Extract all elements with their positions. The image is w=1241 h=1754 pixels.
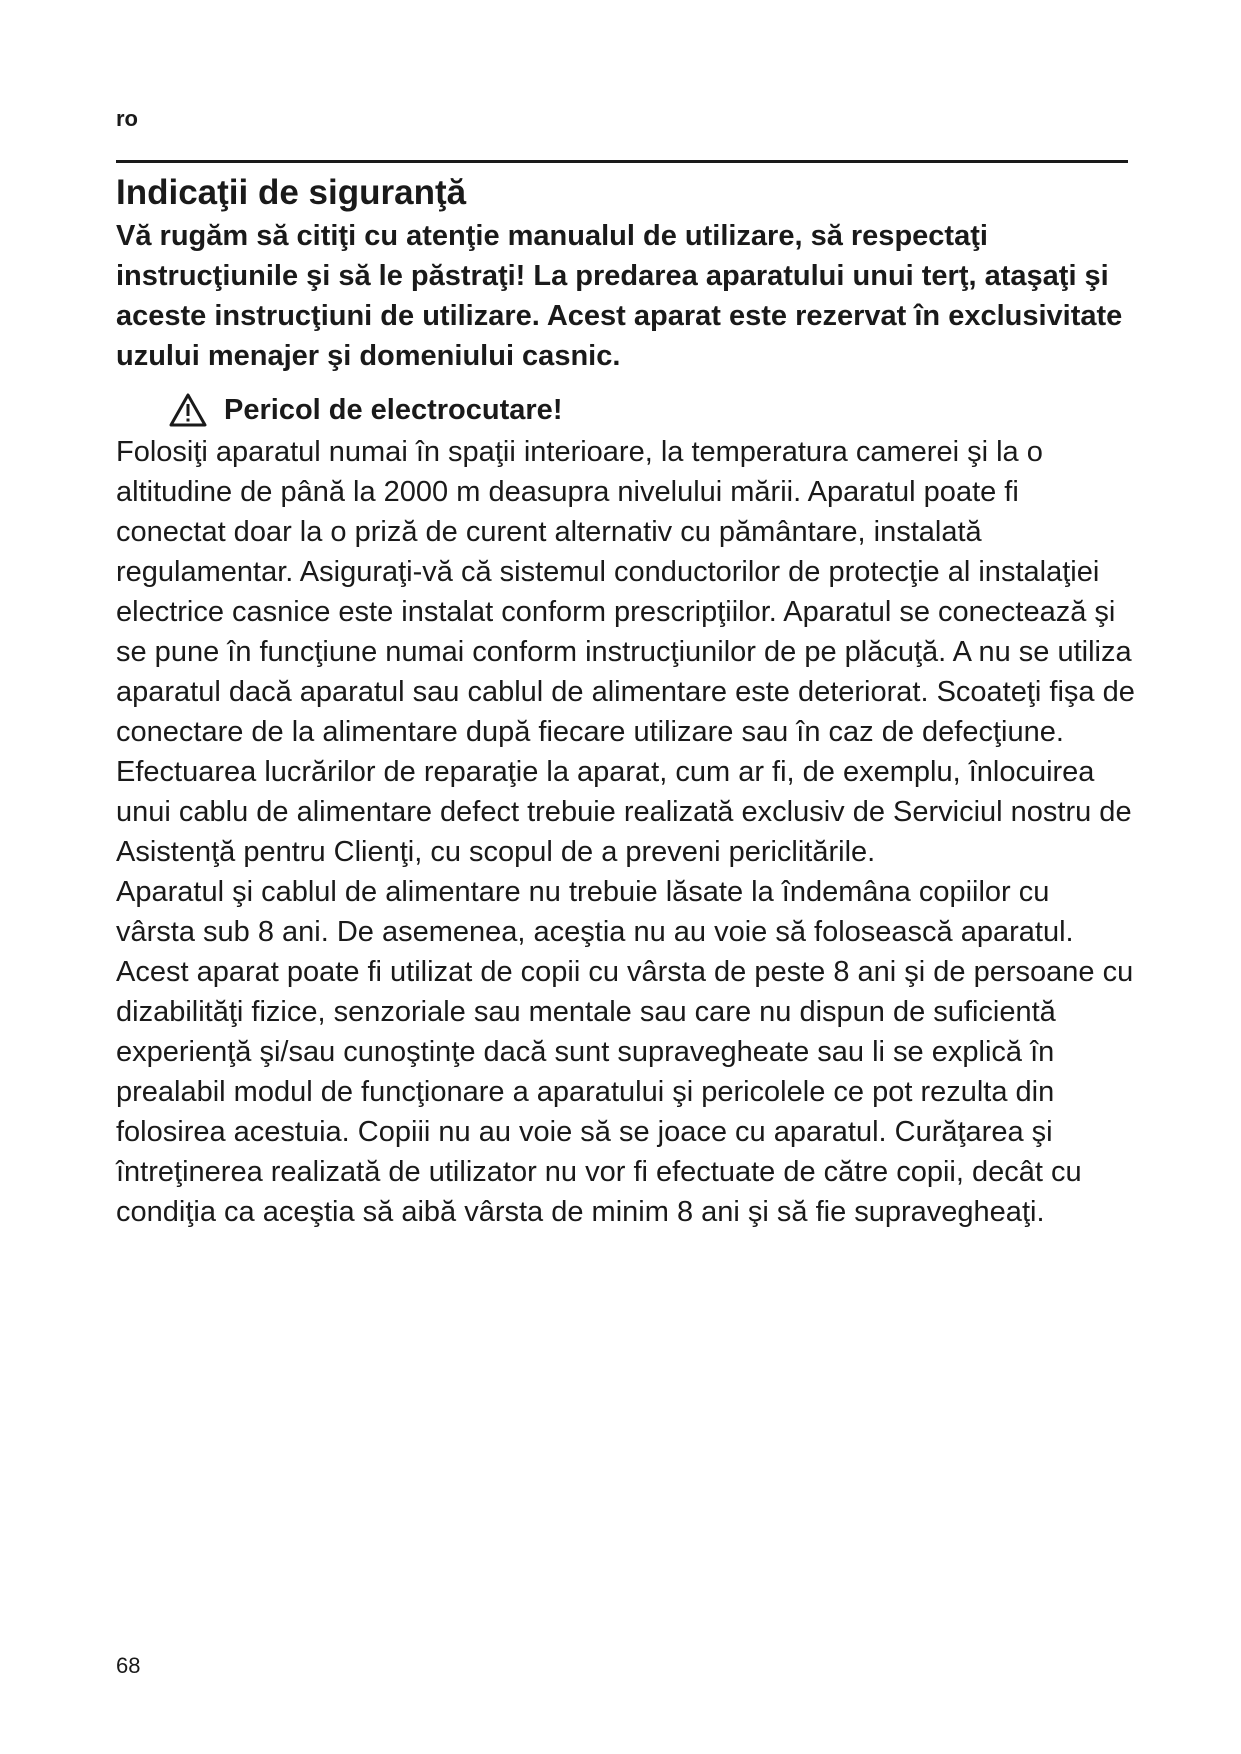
language-code: ro	[116, 106, 138, 131]
paragraph-children: Aparatul şi cablul de alimentare nu trebuie lăsate la îndemâna copiilor cu vârsta sub 8 ani. De asemenea, aceştia nu au voie să folosească aparatul. Acest aparat poate fi utilizat de copii cu vârsta de peste 8 ani şi de persoane cu dizabilităţi fizice, senzoriale sau mentale sau care nu dispun de suficientă experienţă şi/sau cunoştinţe dacă sunt supravegheate sau li se explică în prealabil modul de funcţionare a aparatului şi pericolele ce pot rezulta din folosirea acestuia. Copiii nu au voie să se joace cu aparatul. Curăţarea şi întreţinerea realizată de utilizator nu vor fi efectuate de către copii, decât cu condiţia ca aceştia să aibă vârsta de minim 8 ani şi să fie supravegheaţi.	[116, 876, 1134, 1228]
section-title: Indicaţii de siguranţă	[116, 173, 467, 212]
paragraph-electrical: Folosiţi aparatul numai în spaţii interioare, la temperatura camerei şi la o altitudine de până la 2000 m deasupra nivelului mării. Aparatul poate fi conectat doar la o priză de curent alternativ cu pământare, instalată regulamentar. Asiguraţi-vă că sistemul conductorilor de protecţie al instalaţiei electrice casnice este instalat conform prescripţiilor. Aparatul se conectează şi se pune în funcţiune numai conform instrucţiunilor de pe plăcuţă. A nu se utiliza aparatul dacă aparatul sau cablul de alimentare este deteriorat. Scoateţi fişa de conectare de la alimentare după fiecare utilizare sau în caz de defecţiune. Efectuarea lucrărilor de reparaţie la aparat, cum ar fi, de exemplu, înlocuirea unui cablu de alimentare defect trebuie realizată exclusiv de Serviciul nostru de Asistenţă pentru Clienţi, cu scopul de a preveni periclitările.	[116, 436, 1135, 868]
body-text	[116, 432, 1136, 1232]
warning-heading	[168, 390, 562, 430]
warning-label: Pericol de electrocutare!	[224, 394, 563, 426]
intro-text: Vă rugăm să citiţi cu atenţie manualul de utilizare, să respectaţi instrucţiunile şi să le păstraţi! La predarea aparatului unui terţ, ataşaţi şi aceste instrucţiuni de utilizare. Acest aparat este rezervat în exclusivitate uzului menajer şi domeniului casnic.	[116, 220, 1123, 372]
page-number: 68	[116, 1653, 141, 1678]
header-divider	[116, 160, 1128, 163]
warning-triangle-icon	[168, 392, 208, 428]
